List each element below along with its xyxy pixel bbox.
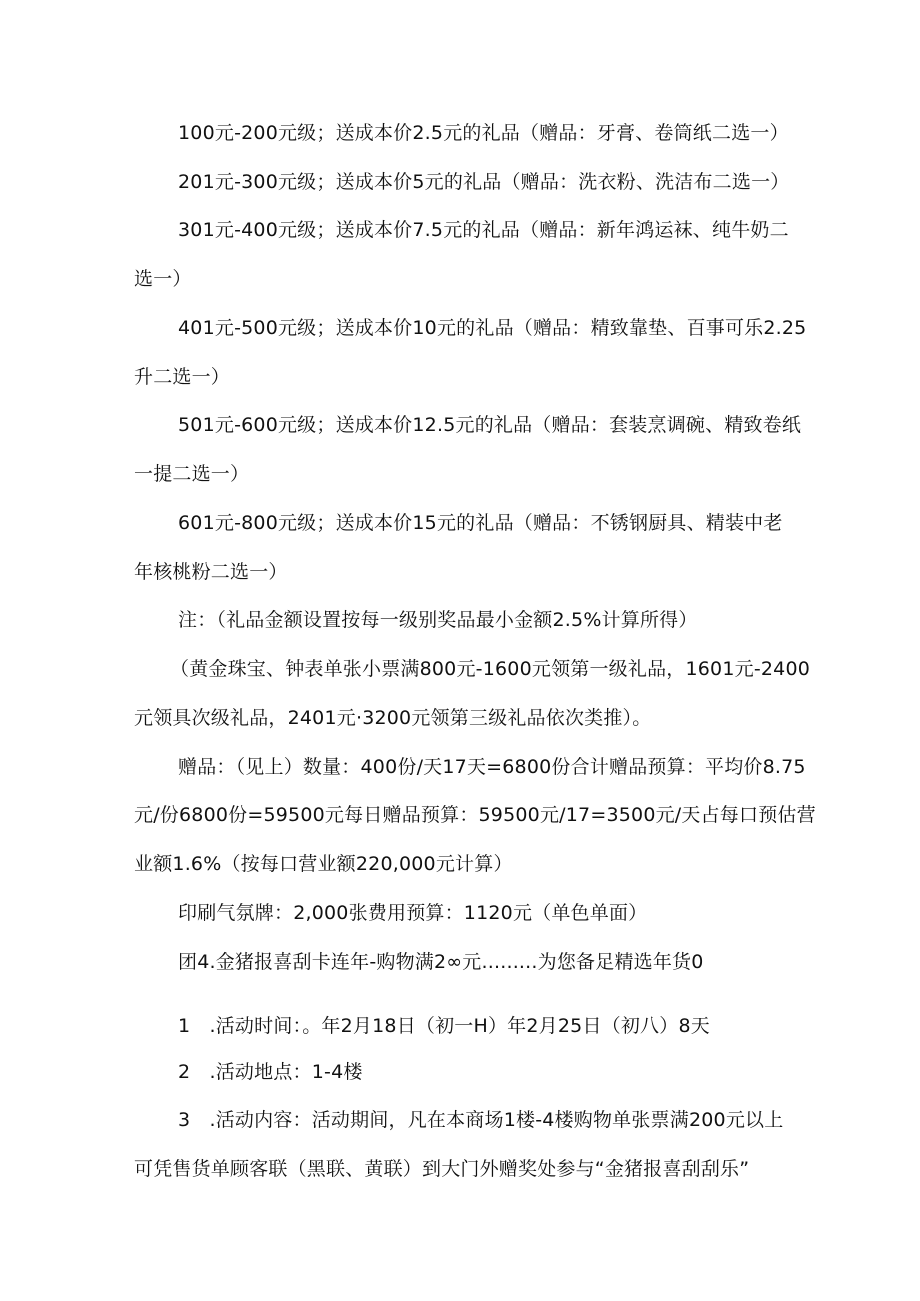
text-line: 1 .活动时间：。年2月18日（初一H）年2月25日（初八）8天 <box>178 1015 710 1037</box>
text-line: 一提二选一） <box>134 463 250 485</box>
text-line: 501元-600元级；送成本价12.5元的礼品（赠品：套装烹调碗、精致卷纸 <box>178 414 802 436</box>
text-line: 元/份6800份=59500元每日赠品预算：59500元/17=3500元/天占每口预估营 <box>134 804 816 826</box>
text-line: 301元-400元级；送成本价7.5元的礼品（赠品：新年鸿运袜、纯牛奶二 <box>178 219 789 241</box>
text-line: 注：（礼品金额设置按每一级别奖品最小金额2.5%计算所得） <box>178 609 698 631</box>
text-line: （黄金珠宝、钟表单张小票满800元-1600元领第一级礼品，1601元-2400 <box>170 658 811 680</box>
text-line: 100元-200元级；送成本价2.5元的礼品（赠品：牙膏、卷筒纸二选一） <box>178 122 789 144</box>
text-line: 团4.金猪报喜刮卡连年-购物满2∞元.........为您备足精选年货0 <box>178 951 704 973</box>
text-line: 年核桃粉二选一） <box>134 561 288 583</box>
text-line: 可凭售货单顾客联（黑联、黄联）到大门外赠奖处参与“金猪报喜刮刮乐” <box>134 1158 750 1180</box>
text-line: 业额1.6%（按每口营业额220,000元计算） <box>134 853 513 875</box>
text-line: 201元-300元级；送成本价5元的礼品（赠品：洗衣粉、洗洁布二选一） <box>178 171 790 193</box>
text-line: 601元-800元级；送成本价15元的礼品（赠品：不锈钢厨具、精装中老 <box>178 512 783 534</box>
text-line: 印刷气氛牌：2,000张费用预算：1120元（单色单面） <box>178 902 648 924</box>
text-line: 2 .活动地点：1-4楼 <box>178 1061 363 1083</box>
text-line: 401元-500元级；送成本价10元的礼品（赠品：精致靠垫、百事可乐2.25 <box>178 317 807 339</box>
text-line: 元领具次级礼品，2401元·3200元领第三级礼品依次类推）。 <box>134 707 652 729</box>
text-line: 选一） <box>134 268 192 290</box>
text-line: 赠品：（见上）数量：400份/天17天=6800份合计赠品预算：平均价8.75 <box>178 756 806 778</box>
text-line: 3 .活动内容：活动期间，凡在本商场1楼-4楼购物单张票满200元以上 <box>178 1109 784 1131</box>
text-line: 升二选一） <box>134 366 231 388</box>
